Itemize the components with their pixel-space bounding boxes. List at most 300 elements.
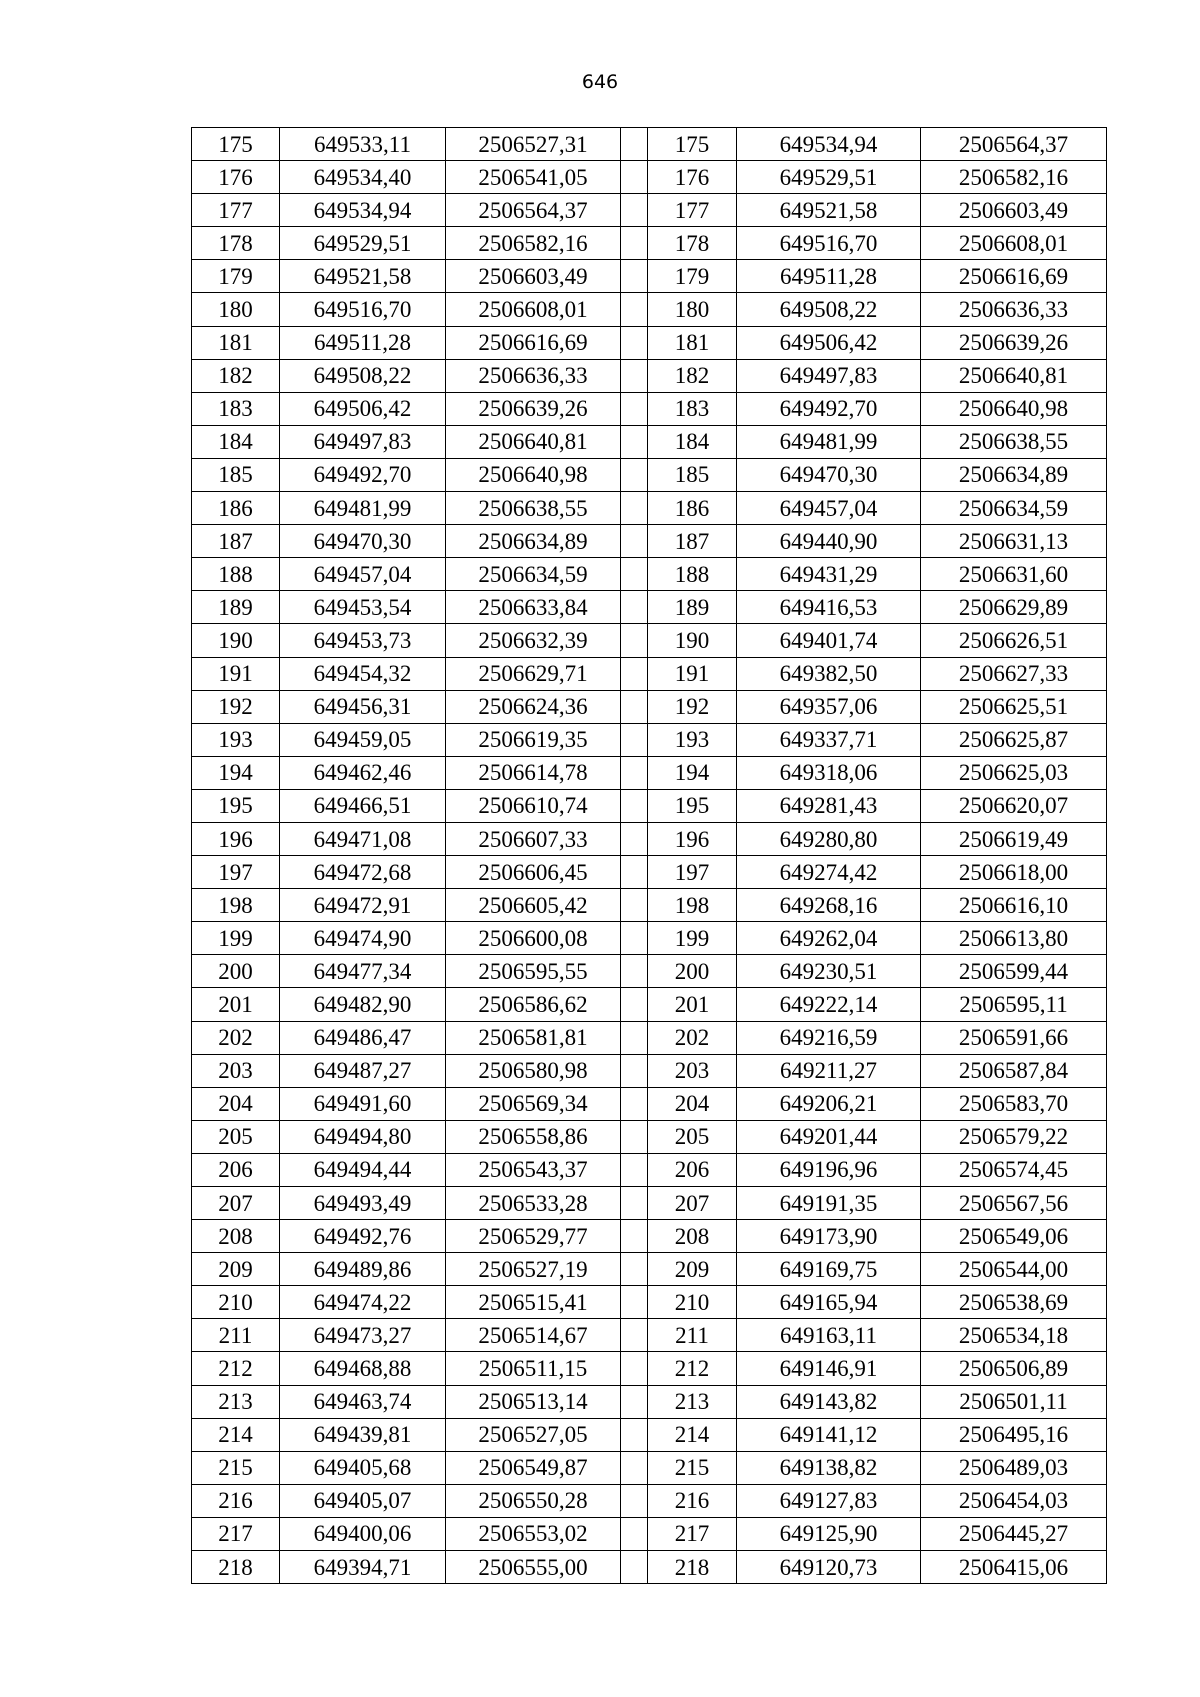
right-x-coordinate-cell: 649201,44: [737, 1120, 921, 1153]
right-point-number-cell: 194: [648, 756, 737, 789]
right-point-number-cell: 213: [648, 1385, 737, 1418]
right-y-coordinate-cell: 2506629,89: [921, 591, 1107, 624]
right-point-number-cell: 199: [648, 922, 737, 955]
table-row: [192, 955, 1107, 988]
right-x-coordinate-cell: 649206,21: [737, 1087, 921, 1120]
left-point-number-cell: 206: [192, 1153, 280, 1186]
right-y-coordinate-cell: 2506495,16: [921, 1418, 1107, 1451]
left-point-number-cell: 187: [192, 525, 280, 558]
left-x-coordinate-cell: 649472,68: [280, 856, 446, 889]
right-point-number-cell: 201: [648, 988, 737, 1021]
left-point-number-cell: 211: [192, 1319, 280, 1352]
table-row: [192, 161, 1107, 194]
left-point-number-cell: 183: [192, 392, 280, 425]
right-y-coordinate-cell: 2506620,07: [921, 789, 1107, 822]
table-row: [192, 1054, 1107, 1087]
table-row: [192, 756, 1107, 789]
right-y-coordinate-cell: 2506640,81: [921, 359, 1107, 392]
spacer-cell: [621, 624, 648, 657]
right-y-coordinate-cell: 2506638,55: [921, 425, 1107, 458]
left-point-number-cell: 175: [192, 128, 280, 161]
right-x-coordinate-cell: 649521,58: [737, 194, 921, 227]
spacer-cell: [621, 756, 648, 789]
right-point-number-cell: 189: [648, 591, 737, 624]
spacer-cell: [621, 1253, 648, 1286]
left-y-coordinate-cell: 2506511,15: [446, 1352, 621, 1385]
left-point-number-cell: 185: [192, 458, 280, 491]
left-x-coordinate-cell: 649482,90: [280, 988, 446, 1021]
left-x-coordinate-cell: 649492,70: [280, 458, 446, 491]
right-point-number-cell: 179: [648, 260, 737, 293]
left-point-number-cell: 196: [192, 822, 280, 855]
left-y-coordinate-cell: 2506595,55: [446, 955, 621, 988]
left-point-number-cell: 189: [192, 591, 280, 624]
left-y-coordinate-cell: 2506555,00: [446, 1551, 621, 1584]
left-y-coordinate-cell: 2506636,33: [446, 359, 621, 392]
left-point-number-cell: 180: [192, 293, 280, 326]
right-y-coordinate-cell: 2506616,69: [921, 260, 1107, 293]
left-y-coordinate-cell: 2506640,98: [446, 458, 621, 491]
spacer-cell: [621, 458, 648, 491]
right-y-coordinate-cell: 2506489,03: [921, 1451, 1107, 1484]
right-y-coordinate-cell: 2506634,89: [921, 458, 1107, 491]
right-x-coordinate-cell: 649506,42: [737, 326, 921, 359]
left-y-coordinate-cell: 2506624,36: [446, 690, 621, 723]
right-x-coordinate-cell: 649274,42: [737, 856, 921, 889]
table-row: [192, 922, 1107, 955]
right-point-number-cell: 191: [648, 657, 737, 690]
right-x-coordinate-cell: 649440,90: [737, 525, 921, 558]
left-point-number-cell: 203: [192, 1054, 280, 1087]
left-y-coordinate-cell: 2506569,34: [446, 1087, 621, 1120]
left-x-coordinate-cell: 649453,73: [280, 624, 446, 657]
right-y-coordinate-cell: 2506639,26: [921, 326, 1107, 359]
table-row: [192, 1120, 1107, 1153]
left-y-coordinate-cell: 2506640,81: [446, 425, 621, 458]
right-point-number-cell: 192: [648, 690, 737, 723]
left-point-number-cell: 205: [192, 1120, 280, 1153]
left-point-number-cell: 217: [192, 1517, 280, 1550]
right-point-number-cell: 178: [648, 227, 737, 260]
left-point-number-cell: 215: [192, 1451, 280, 1484]
left-y-coordinate-cell: 2506529,77: [446, 1220, 621, 1253]
right-x-coordinate-cell: 649337,71: [737, 723, 921, 756]
spacer-cell: [621, 128, 648, 161]
left-x-coordinate-cell: 649511,28: [280, 326, 446, 359]
left-x-coordinate-cell: 649394,71: [280, 1551, 446, 1584]
right-x-coordinate-cell: 649401,74: [737, 624, 921, 657]
right-x-coordinate-cell: 649165,94: [737, 1286, 921, 1319]
table-row: [192, 1484, 1107, 1517]
left-y-coordinate-cell: 2506607,33: [446, 822, 621, 855]
left-y-coordinate-cell: 2506608,01: [446, 293, 621, 326]
right-x-coordinate-cell: 649280,80: [737, 822, 921, 855]
right-x-coordinate-cell: 649457,04: [737, 492, 921, 525]
left-x-coordinate-cell: 649494,80: [280, 1120, 446, 1153]
right-y-coordinate-cell: 2506625,03: [921, 756, 1107, 789]
right-x-coordinate-cell: 649141,12: [737, 1418, 921, 1451]
right-x-coordinate-cell: 649169,75: [737, 1253, 921, 1286]
right-point-number-cell: 196: [648, 822, 737, 855]
right-y-coordinate-cell: 2506567,56: [921, 1187, 1107, 1220]
spacer-cell: [621, 161, 648, 194]
right-y-coordinate-cell: 2506445,27: [921, 1517, 1107, 1550]
left-y-coordinate-cell: 2506632,39: [446, 624, 621, 657]
left-y-coordinate-cell: 2506558,86: [446, 1120, 621, 1153]
left-y-coordinate-cell: 2506629,71: [446, 657, 621, 690]
left-x-coordinate-cell: 649489,86: [280, 1253, 446, 1286]
spacer-cell: [621, 425, 648, 458]
right-point-number-cell: 187: [648, 525, 737, 558]
right-y-coordinate-cell: 2506631,13: [921, 525, 1107, 558]
left-x-coordinate-cell: 649463,74: [280, 1385, 446, 1418]
right-y-coordinate-cell: 2506626,51: [921, 624, 1107, 657]
table-row: [192, 260, 1107, 293]
table-row: [192, 856, 1107, 889]
left-point-number-cell: 201: [192, 988, 280, 1021]
left-point-number-cell: 192: [192, 690, 280, 723]
right-point-number-cell: 190: [648, 624, 737, 657]
spacer-cell: [621, 1220, 648, 1253]
table-row: [192, 789, 1107, 822]
right-point-number-cell: 195: [648, 789, 737, 822]
table-row: [192, 1187, 1107, 1220]
spacer-cell: [621, 293, 648, 326]
left-x-coordinate-cell: 649494,44: [280, 1153, 446, 1186]
left-point-number-cell: 190: [192, 624, 280, 657]
spacer-cell: [621, 492, 648, 525]
left-x-coordinate-cell: 649506,42: [280, 392, 446, 425]
left-x-coordinate-cell: 649492,76: [280, 1220, 446, 1253]
right-y-coordinate-cell: 2506595,11: [921, 988, 1107, 1021]
right-y-coordinate-cell: 2506549,06: [921, 1220, 1107, 1253]
table-row: [192, 889, 1107, 922]
spacer-cell: [621, 227, 648, 260]
right-point-number-cell: 209: [648, 1253, 737, 1286]
table-row: [192, 1385, 1107, 1418]
right-point-number-cell: 186: [648, 492, 737, 525]
right-point-number-cell: 176: [648, 161, 737, 194]
left-y-coordinate-cell: 2506614,78: [446, 756, 621, 789]
left-point-number-cell: 210: [192, 1286, 280, 1319]
spacer-cell: [621, 1352, 648, 1385]
right-x-coordinate-cell: 649357,06: [737, 690, 921, 723]
left-point-number-cell: 178: [192, 227, 280, 260]
right-y-coordinate-cell: 2506608,01: [921, 227, 1107, 260]
right-x-coordinate-cell: 649262,04: [737, 922, 921, 955]
right-point-number-cell: 175: [648, 128, 737, 161]
table-row: [192, 1451, 1107, 1484]
right-point-number-cell: 183: [648, 392, 737, 425]
table-row: [192, 1253, 1107, 1286]
table-row: [192, 657, 1107, 690]
left-x-coordinate-cell: 649459,05: [280, 723, 446, 756]
spacer-cell: [621, 1054, 648, 1087]
right-x-coordinate-cell: 649382,50: [737, 657, 921, 690]
right-point-number-cell: 218: [648, 1551, 737, 1584]
spacer-cell: [621, 856, 648, 889]
spacer-cell: [621, 988, 648, 1021]
table-row: [192, 392, 1107, 425]
right-y-coordinate-cell: 2506415,06: [921, 1551, 1107, 1584]
right-point-number-cell: 206: [648, 1153, 737, 1186]
left-y-coordinate-cell: 2506553,02: [446, 1517, 621, 1550]
left-x-coordinate-cell: 649529,51: [280, 227, 446, 260]
coordinates-table-body: [192, 128, 1107, 1584]
spacer-cell: [621, 690, 648, 723]
left-x-coordinate-cell: 649516,70: [280, 293, 446, 326]
right-y-coordinate-cell: 2506616,10: [921, 889, 1107, 922]
right-point-number-cell: 198: [648, 889, 737, 922]
left-x-coordinate-cell: 649453,54: [280, 591, 446, 624]
left-y-coordinate-cell: 2506527,31: [446, 128, 621, 161]
spacer-cell: [621, 1418, 648, 1451]
left-point-number-cell: 200: [192, 955, 280, 988]
spacer-cell: [621, 822, 648, 855]
left-x-coordinate-cell: 649486,47: [280, 1021, 446, 1054]
right-point-number-cell: 185: [648, 458, 737, 491]
table-row: [192, 293, 1107, 326]
left-y-coordinate-cell: 2506606,45: [446, 856, 621, 889]
left-point-number-cell: 207: [192, 1187, 280, 1220]
left-x-coordinate-cell: 649534,40: [280, 161, 446, 194]
left-y-coordinate-cell: 2506639,26: [446, 392, 621, 425]
right-y-coordinate-cell: 2506634,59: [921, 492, 1107, 525]
table-row: [192, 988, 1107, 1021]
left-y-coordinate-cell: 2506527,05: [446, 1418, 621, 1451]
left-y-coordinate-cell: 2506638,55: [446, 492, 621, 525]
right-point-number-cell: 181: [648, 326, 737, 359]
left-x-coordinate-cell: 649534,94: [280, 194, 446, 227]
left-y-coordinate-cell: 2506586,62: [446, 988, 621, 1021]
spacer-cell: [621, 1120, 648, 1153]
left-y-coordinate-cell: 2506550,28: [446, 1484, 621, 1517]
left-point-number-cell: 182: [192, 359, 280, 392]
right-x-coordinate-cell: 649138,82: [737, 1451, 921, 1484]
left-x-coordinate-cell: 649456,31: [280, 690, 446, 723]
table-row: [192, 492, 1107, 525]
left-x-coordinate-cell: 649481,99: [280, 492, 446, 525]
right-x-coordinate-cell: 649481,99: [737, 425, 921, 458]
spacer-cell: [621, 1451, 648, 1484]
right-point-number-cell: 215: [648, 1451, 737, 1484]
spacer-cell: [621, 1286, 648, 1319]
spacer-cell: [621, 558, 648, 591]
right-point-number-cell: 212: [648, 1352, 737, 1385]
right-x-coordinate-cell: 649281,43: [737, 789, 921, 822]
spacer-cell: [621, 955, 648, 988]
right-x-coordinate-cell: 649127,83: [737, 1484, 921, 1517]
right-y-coordinate-cell: 2506599,44: [921, 955, 1107, 988]
right-y-coordinate-cell: 2506534,18: [921, 1319, 1107, 1352]
table-row: [192, 458, 1107, 491]
table-row: [192, 425, 1107, 458]
spacer-cell: [621, 359, 648, 392]
right-point-number-cell: 182: [648, 359, 737, 392]
right-y-coordinate-cell: 2506603,49: [921, 194, 1107, 227]
left-y-coordinate-cell: 2506634,89: [446, 525, 621, 558]
right-y-coordinate-cell: 2506627,33: [921, 657, 1107, 690]
right-point-number-cell: 197: [648, 856, 737, 889]
right-y-coordinate-cell: 2506587,84: [921, 1054, 1107, 1087]
left-point-number-cell: 209: [192, 1253, 280, 1286]
spacer-cell: [621, 723, 648, 756]
left-point-number-cell: 198: [192, 889, 280, 922]
left-point-number-cell: 216: [192, 1484, 280, 1517]
table-row: [192, 1153, 1107, 1186]
right-x-coordinate-cell: 649416,53: [737, 591, 921, 624]
table-row: [192, 558, 1107, 591]
left-y-coordinate-cell: 2506600,08: [446, 922, 621, 955]
right-x-coordinate-cell: 649173,90: [737, 1220, 921, 1253]
right-x-coordinate-cell: 649143,82: [737, 1385, 921, 1418]
right-y-coordinate-cell: 2506619,49: [921, 822, 1107, 855]
right-point-number-cell: 193: [648, 723, 737, 756]
left-point-number-cell: 214: [192, 1418, 280, 1451]
left-x-coordinate-cell: 649405,07: [280, 1484, 446, 1517]
right-point-number-cell: 208: [648, 1220, 737, 1253]
spacer-cell: [621, 1187, 648, 1220]
right-y-coordinate-cell: 2506631,60: [921, 558, 1107, 591]
left-x-coordinate-cell: 649457,04: [280, 558, 446, 591]
right-y-coordinate-cell: 2506544,00: [921, 1253, 1107, 1286]
spacer-cell: [621, 1484, 648, 1517]
left-x-coordinate-cell: 649473,27: [280, 1319, 446, 1352]
right-point-number-cell: 203: [648, 1054, 737, 1087]
table-row: [192, 690, 1107, 723]
left-y-coordinate-cell: 2506581,81: [446, 1021, 621, 1054]
left-point-number-cell: 184: [192, 425, 280, 458]
right-x-coordinate-cell: 649529,51: [737, 161, 921, 194]
right-point-number-cell: 200: [648, 955, 737, 988]
right-y-coordinate-cell: 2506591,66: [921, 1021, 1107, 1054]
spacer-cell: [621, 1385, 648, 1418]
left-x-coordinate-cell: 649491,60: [280, 1087, 446, 1120]
left-point-number-cell: 218: [192, 1551, 280, 1584]
right-y-coordinate-cell: 2506640,98: [921, 392, 1107, 425]
left-x-coordinate-cell: 649472,91: [280, 889, 446, 922]
table-row: [192, 1418, 1107, 1451]
left-point-number-cell: 186: [192, 492, 280, 525]
left-y-coordinate-cell: 2506616,69: [446, 326, 621, 359]
left-x-coordinate-cell: 649493,49: [280, 1187, 446, 1220]
left-x-coordinate-cell: 649533,11: [280, 128, 446, 161]
left-y-coordinate-cell: 2506541,05: [446, 161, 621, 194]
spacer-cell: [621, 591, 648, 624]
left-x-coordinate-cell: 649497,83: [280, 425, 446, 458]
spacer-cell: [621, 1153, 648, 1186]
table-row: [192, 525, 1107, 558]
spacer-cell: [621, 889, 648, 922]
left-point-number-cell: 188: [192, 558, 280, 591]
right-point-number-cell: 180: [648, 293, 737, 326]
table-row: [192, 1551, 1107, 1584]
left-y-coordinate-cell: 2506603,49: [446, 260, 621, 293]
left-point-number-cell: 191: [192, 657, 280, 690]
right-point-number-cell: 214: [648, 1418, 737, 1451]
left-x-coordinate-cell: 649470,30: [280, 525, 446, 558]
table-row: [192, 1319, 1107, 1352]
left-x-coordinate-cell: 649471,08: [280, 822, 446, 855]
spacer-cell: [621, 1551, 648, 1584]
table-row: [192, 1087, 1107, 1120]
left-x-coordinate-cell: 649439,81: [280, 1418, 446, 1451]
right-x-coordinate-cell: 649191,35: [737, 1187, 921, 1220]
right-y-coordinate-cell: 2506613,80: [921, 922, 1107, 955]
left-point-number-cell: 208: [192, 1220, 280, 1253]
right-y-coordinate-cell: 2506538,69: [921, 1286, 1107, 1319]
table-row: [192, 359, 1107, 392]
right-y-coordinate-cell: 2506579,22: [921, 1120, 1107, 1153]
right-point-number-cell: 211: [648, 1319, 737, 1352]
table-row: [192, 723, 1107, 756]
left-point-number-cell: 179: [192, 260, 280, 293]
left-y-coordinate-cell: 2506580,98: [446, 1054, 621, 1087]
left-point-number-cell: 176: [192, 161, 280, 194]
table-row: [192, 1517, 1107, 1550]
left-x-coordinate-cell: 649477,34: [280, 955, 446, 988]
left-y-coordinate-cell: 2506634,59: [446, 558, 621, 591]
right-x-coordinate-cell: 649492,70: [737, 392, 921, 425]
left-y-coordinate-cell: 2506533,28: [446, 1187, 621, 1220]
right-x-coordinate-cell: 649268,16: [737, 889, 921, 922]
left-point-number-cell: 197: [192, 856, 280, 889]
right-point-number-cell: 217: [648, 1517, 737, 1550]
table-row: [192, 1352, 1107, 1385]
right-y-coordinate-cell: 2506564,37: [921, 128, 1107, 161]
spacer-cell: [621, 657, 648, 690]
spacer-cell: [621, 525, 648, 558]
right-x-coordinate-cell: 649196,96: [737, 1153, 921, 1186]
left-x-coordinate-cell: 649454,32: [280, 657, 446, 690]
left-y-coordinate-cell: 2506619,35: [446, 723, 621, 756]
spacer-cell: [621, 1087, 648, 1120]
left-y-coordinate-cell: 2506527,19: [446, 1253, 621, 1286]
right-y-coordinate-cell: 2506454,03: [921, 1484, 1107, 1517]
right-y-coordinate-cell: 2506618,00: [921, 856, 1107, 889]
left-y-coordinate-cell: 2506610,74: [446, 789, 621, 822]
right-point-number-cell: 205: [648, 1120, 737, 1153]
left-point-number-cell: 193: [192, 723, 280, 756]
right-point-number-cell: 188: [648, 558, 737, 591]
right-point-number-cell: 210: [648, 1286, 737, 1319]
left-x-coordinate-cell: 649462,46: [280, 756, 446, 789]
right-x-coordinate-cell: 649516,70: [737, 227, 921, 260]
right-point-number-cell: 184: [648, 425, 737, 458]
page-number: 646: [581, 71, 619, 93]
table-row: [192, 822, 1107, 855]
right-point-number-cell: 177: [648, 194, 737, 227]
left-x-coordinate-cell: 649405,68: [280, 1451, 446, 1484]
table-row: [192, 1021, 1107, 1054]
left-point-number-cell: 204: [192, 1087, 280, 1120]
left-x-coordinate-cell: 649521,58: [280, 260, 446, 293]
right-point-number-cell: 202: [648, 1021, 737, 1054]
spacer-cell: [621, 326, 648, 359]
coordinates-table: [191, 127, 1107, 1584]
spacer-cell: [621, 194, 648, 227]
right-x-coordinate-cell: 649120,73: [737, 1551, 921, 1584]
left-y-coordinate-cell: 2506633,84: [446, 591, 621, 624]
left-x-coordinate-cell: 649400,06: [280, 1517, 446, 1550]
left-y-coordinate-cell: 2506564,37: [446, 194, 621, 227]
left-y-coordinate-cell: 2506515,41: [446, 1286, 621, 1319]
left-x-coordinate-cell: 649466,51: [280, 789, 446, 822]
table-row: [192, 128, 1107, 161]
right-x-coordinate-cell: 649508,22: [737, 293, 921, 326]
spacer-cell: [621, 1319, 648, 1352]
spacer-cell: [621, 260, 648, 293]
